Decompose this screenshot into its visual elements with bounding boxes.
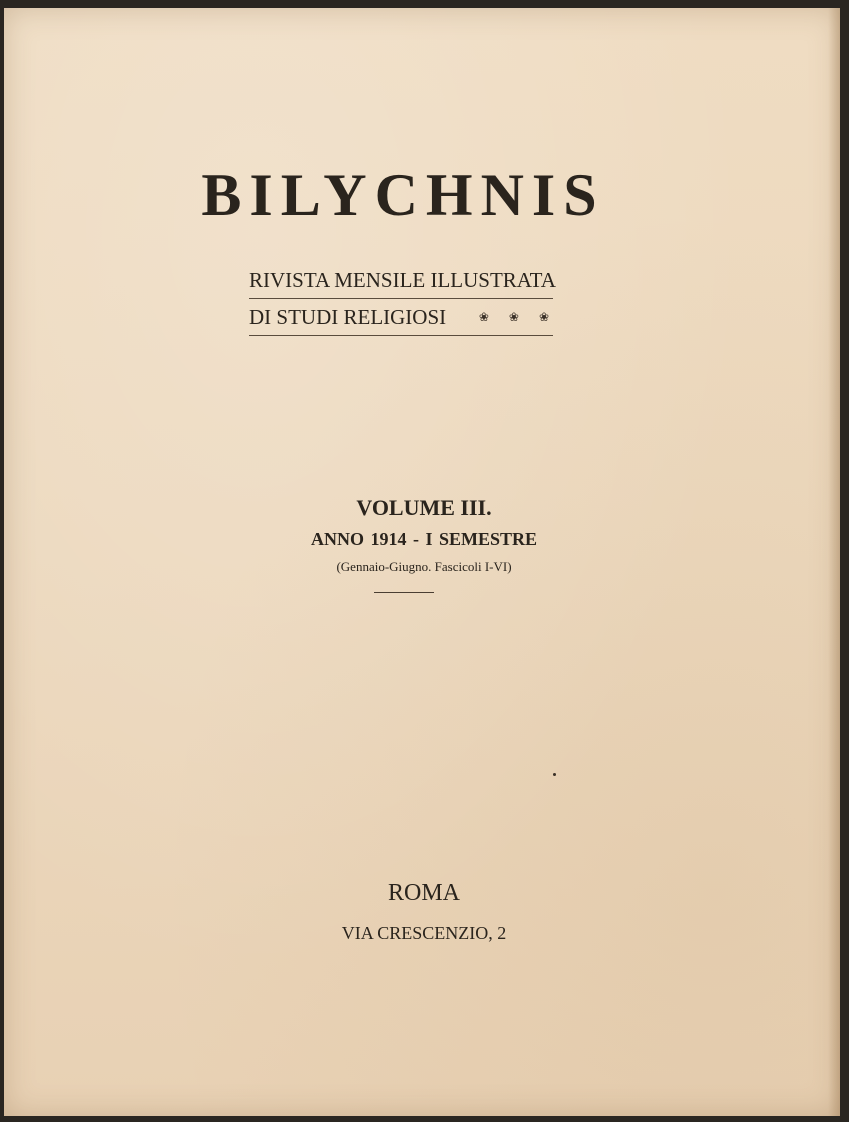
cover-page xyxy=(4,8,840,1116)
subtitle-line-2-row xyxy=(249,303,553,331)
subtitle-block xyxy=(249,266,556,340)
paper-speck xyxy=(553,773,556,776)
flower-ornament-icon: ❀ xyxy=(508,310,519,324)
volume-heading: VOLUME III. xyxy=(356,495,492,520)
subtitle-rule-top xyxy=(249,298,553,299)
ornament-group xyxy=(479,303,553,331)
publisher-city: ROMA xyxy=(387,880,460,906)
flower-ornament-icon: ❀ xyxy=(538,310,549,324)
page-edge-shadow xyxy=(828,8,840,1116)
short-divider xyxy=(374,592,434,593)
publisher-address: VIA CRESCENZIO, 2 xyxy=(341,923,507,943)
year-semester: ANNO 1914 - I SEMESTRE xyxy=(310,529,538,549)
subtitle-line-2: DI STUDI RELIGIOSI xyxy=(249,305,447,329)
issues-range: (Gennaio-Giugno. Fascicoli I-VI) xyxy=(336,559,512,574)
subtitle-rule-bottom xyxy=(249,335,553,336)
journal-title: BILYCHNIS xyxy=(201,162,605,228)
flower-ornament-icon: ❀ xyxy=(478,310,489,324)
subtitle-line-1: RIVISTA MENSILE ILLUSTRATA xyxy=(249,268,556,292)
